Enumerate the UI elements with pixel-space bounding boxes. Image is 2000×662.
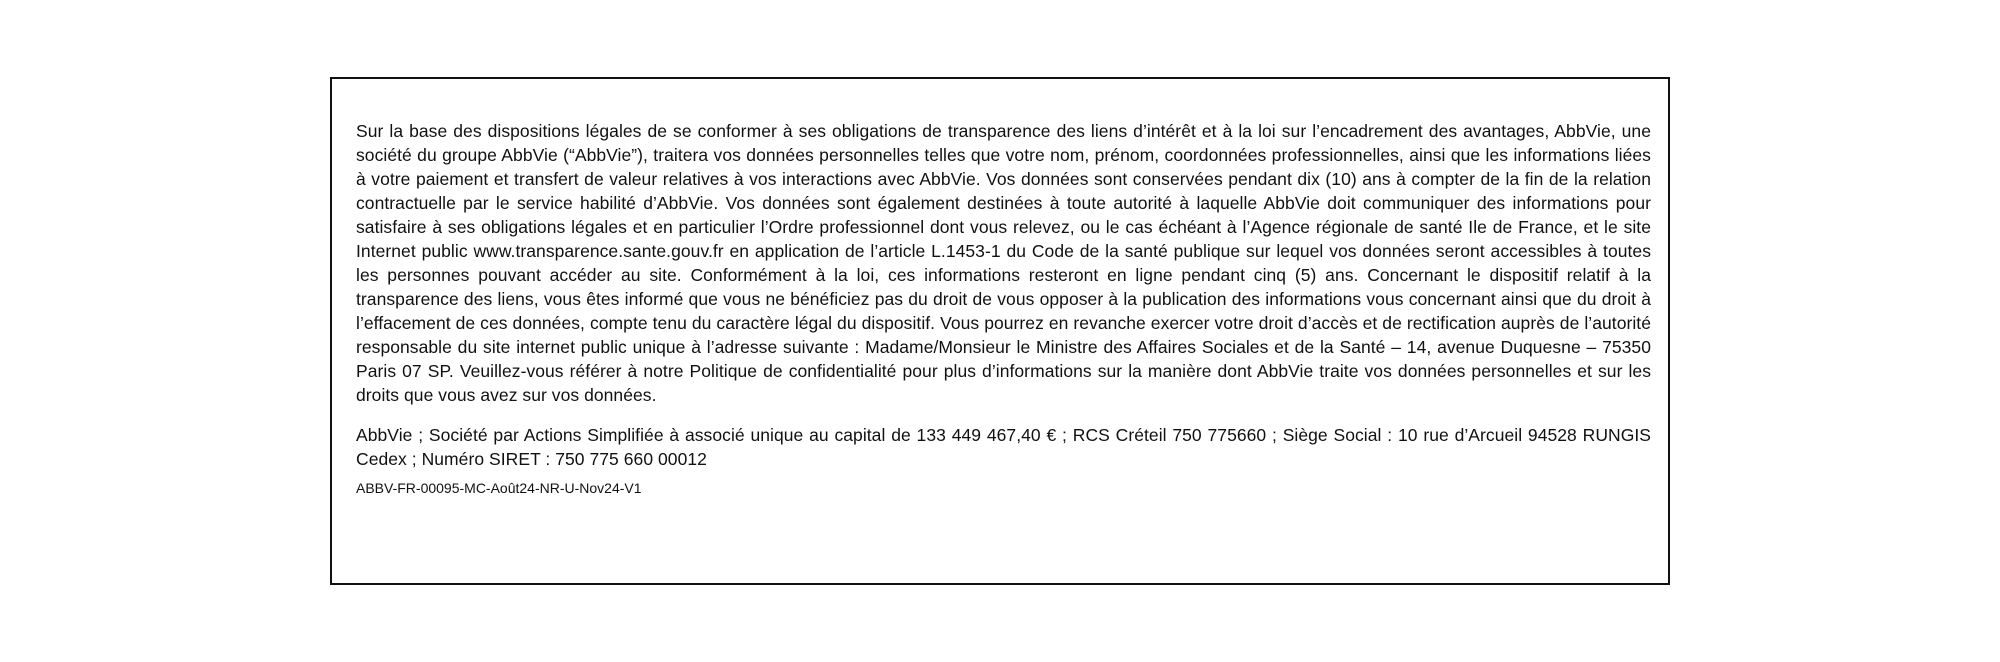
company-info: AbbVie ; Société par Actions Simplifiée à associé unique au capital de 133 449 467,40 € ; RCS Créteil 750 775660 ; Siège Social : 10 rue d’Arcueil 94528 RUNGIS Cedex ; Numéro SIRET : 750 775 660 00012: [356, 425, 1651, 469]
privacy-paragraph: Sur la base des dispositions légales de se conformer à ses obligations de transparence des liens d’intérêt et à la loi sur l’encadrement des avantages, AbbVie, une société du groupe AbbVie (“AbbVie”), traitera vos données personnelles telles que votre nom, prénom, coordonnées professionnelles, ainsi que les informations liées à votre paiement et transfert de valeur relatives à vos interactions avec AbbVie. Vos données sont conservées pendant dix (10) ans à compter de la fin de la relation contractuelle par le service habilité d’AbbVie. Vos données sont également destinées à toute autorité à laquelle AbbVie doit communiquer des informations pour satisfaire à ses obligations légales et en particulier l’Ordre professionnel dont vous relevez, ou le cas échéant à l’Agence régionale de santé Ile de France, et le site Internet public www.transparence.sante.gouv.fr en application de l’article L.1453-1 du Code de la santé publique sur lequel vos données seront accessibles à toutes les personnes pouvant accéder au site. Conformément à la loi, ces informations resteront en ligne pendant cinq (5) ans. Concernant le dispositif relatif à la transparence des liens, vous êtes informé que vous ne bénéficiez pas du droit de vous opposer à la publication des informations vous concernant ainsi que du droit à l’effacement de ces données, compte tenu du caractère légal du dispositif. Vous pourrez en revanche exercer votre droit d’accès et de rectification auprès de l’autorité responsable du site internet public unique à l’adresse suivante : Madame/Monsieur le Ministre des Affaires Sociales et de la Santé – 14, avenue Duquesne – 75350 Paris 07 SP. Veuillez-vous référer à notre Politique de confidentialité pour plus d’informations sur la manière dont AbbVie traite vos données personnelles et sur les droits que vous avez sur vos données.: [356, 121, 1651, 405]
legal-notice-box: [330, 77, 1670, 585]
reference-code: ABBV-FR-00095-MC-Août24-NR-U-Nov24-V1: [356, 480, 642, 496]
